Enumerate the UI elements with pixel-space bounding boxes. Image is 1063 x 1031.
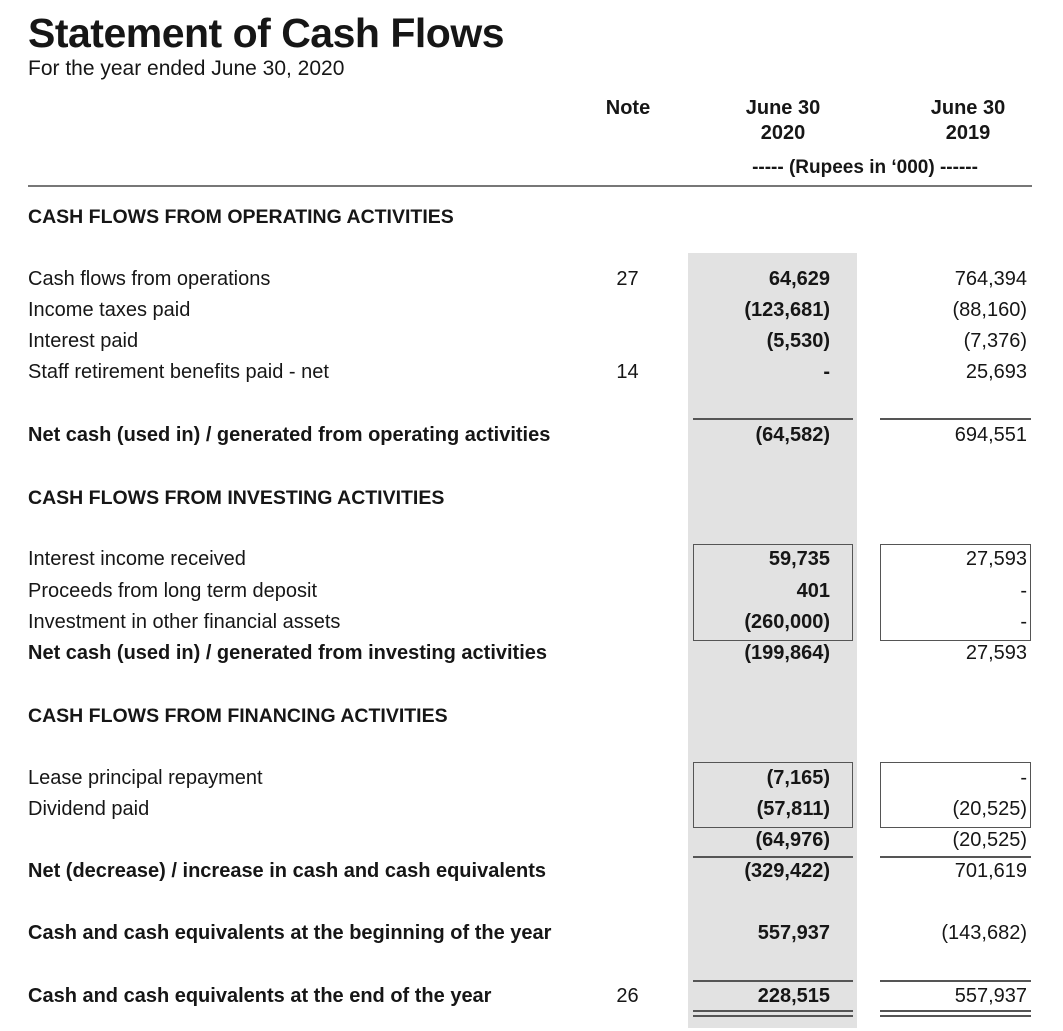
row-label: Dividend paid <box>28 798 150 820</box>
row-label: Income taxes paid <box>28 299 191 321</box>
value-2020: (57,811) <box>756 798 830 820</box>
subtotal-rule-2020 <box>693 418 853 420</box>
total-investing-2020: (199,864) <box>744 642 830 664</box>
total-label-operating: Net cash (used in) / generated from operating activities <box>28 424 551 446</box>
column-2019-header-line1: June 30 <box>930 97 1006 119</box>
ending-top-rule-2020 <box>693 980 853 982</box>
units-caption: ----- (Rupees in ‘000) ------ <box>752 157 978 178</box>
value-2019: - <box>1020 767 1027 789</box>
total-label-investing: Net cash (used in) / generated from investing activities <box>28 642 548 664</box>
column-2020-header <box>733 96 833 146</box>
beginning-balance-2019: (143,682) <box>941 922 1027 944</box>
row-label: Interest paid <box>28 330 139 352</box>
financing-subtotal-2019: (20,525) <box>952 829 1027 851</box>
net-change-label: Net (decrease) / increase in cash and cash equivalents <box>28 860 547 882</box>
double-rule-2020-b <box>693 1015 853 1017</box>
section-heading-financing: CASH FLOWS FROM FINANCING ACTIVITIES <box>28 705 448 727</box>
value-2020: (5,530) <box>766 330 830 352</box>
row-note: 27 <box>616 268 639 290</box>
row-label: Investment in other financial assets <box>28 611 341 633</box>
value-2019: - <box>1020 611 1027 633</box>
double-rule-2019-b <box>880 1015 1031 1017</box>
total-operating-2020: (64,582) <box>755 424 830 446</box>
row-note: 14 <box>616 361 639 383</box>
beginning-balance-label: Cash and cash equivalents at the beginning of the year <box>28 922 552 944</box>
ending-balance-label: Cash and cash equivalents at the end of the year <box>28 985 492 1007</box>
value-2020: (123,681) <box>744 299 830 321</box>
page-title: Statement of Cash Flows <box>28 10 505 56</box>
ending-balance-2020: 228,515 <box>757 985 830 1007</box>
beginning-balance-2020: 557,937 <box>757 922 830 944</box>
ending-balance-2019: 557,937 <box>954 985 1027 1007</box>
value-2019: 764,394 <box>954 268 1027 290</box>
double-rule-2019-a <box>880 1010 1031 1012</box>
value-2019: 27,593 <box>965 548 1027 570</box>
column-2020-header-line2: 2020 <box>760 122 806 144</box>
value-2020: 64,629 <box>768 268 830 290</box>
section-heading-investing: CASH FLOWS FROM INVESTING ACTIVITIES <box>28 487 445 509</box>
value-2019: (88,160) <box>952 299 1027 321</box>
subtotal-rule-2019 <box>880 418 1031 420</box>
row-label: Cash flows from operations <box>28 268 271 290</box>
value-2020: (260,000) <box>744 611 830 633</box>
financing-subtotal-2020: (64,976) <box>755 829 830 851</box>
value-2020: 401 <box>796 580 830 602</box>
header-divider <box>28 185 1032 187</box>
net-change-rule-2019 <box>880 856 1031 858</box>
value-2019: 25,693 <box>965 361 1027 383</box>
value-2020: - <box>823 361 830 383</box>
value-2019: (7,376) <box>963 330 1027 352</box>
net-change-2020: (329,422) <box>744 860 830 882</box>
column-2019-header <box>918 96 1018 146</box>
row-label: Interest income received <box>28 548 246 570</box>
net-change-rule-2020 <box>693 856 853 858</box>
value-2020: 59,735 <box>768 548 830 570</box>
value-2019: - <box>1020 580 1027 602</box>
note-column-header: Note <box>605 97 651 119</box>
section-heading-operating: CASH FLOWS FROM OPERATING ACTIVITIES <box>28 206 454 228</box>
row-label: Proceeds from long term deposit <box>28 580 318 602</box>
column-2019-header-line2: 2019 <box>945 122 991 144</box>
value-2019: (20,525) <box>952 798 1027 820</box>
double-rule-2020-a <box>693 1010 853 1012</box>
ending-top-rule-2019 <box>880 980 1031 982</box>
row-label: Lease principal repayment <box>28 767 263 789</box>
ending-balance-note: 26 <box>616 985 639 1007</box>
row-label: Staff retirement benefits paid - net <box>28 361 329 383</box>
total-operating-2019: 694,551 <box>954 424 1027 446</box>
total-investing-2019: 27,593 <box>965 642 1027 664</box>
page-subtitle: For the year ended June 30, 2020 <box>28 57 345 80</box>
value-2020: (7,165) <box>766 767 830 789</box>
column-2020-header-line1: June 30 <box>745 97 821 119</box>
net-change-2019: 701,619 <box>954 860 1027 882</box>
